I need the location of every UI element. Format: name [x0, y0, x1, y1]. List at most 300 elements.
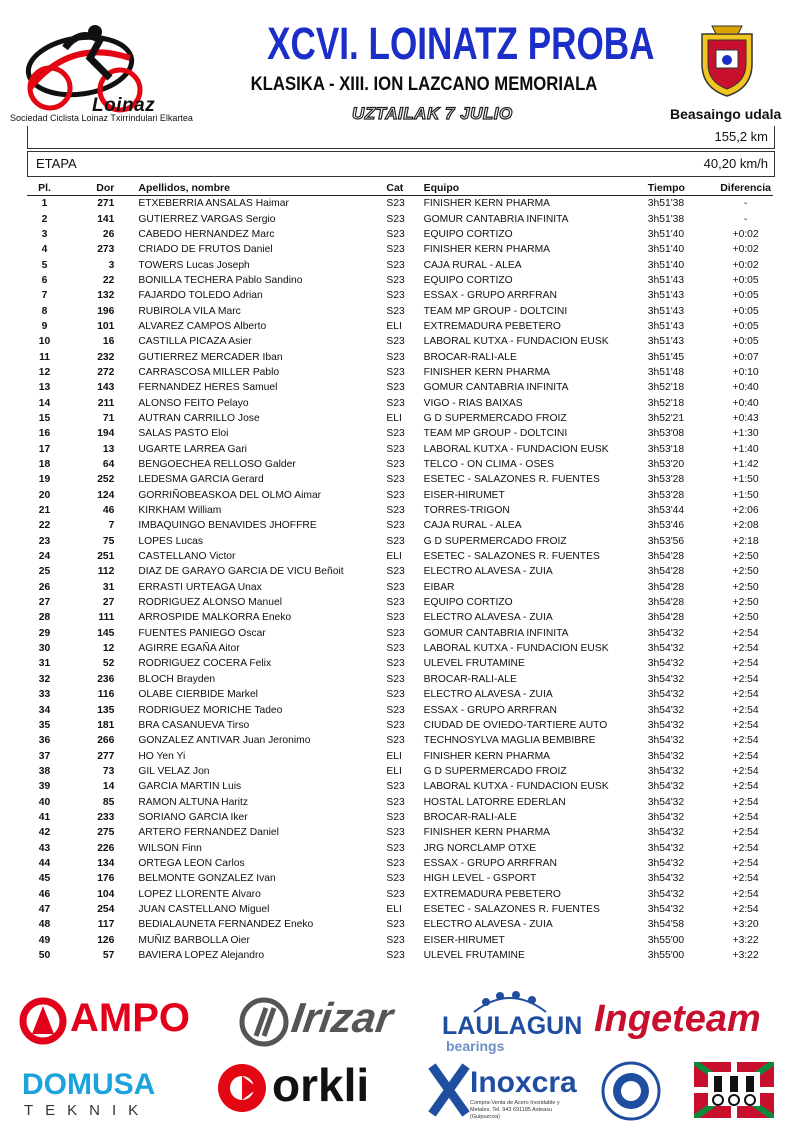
cell-time: 3h53'28 [647, 489, 685, 501]
cell-gap: +2:50 [732, 612, 759, 624]
cell-team: CAJA RURAL - ALEA [423, 259, 522, 271]
cell-position: 46 [38, 888, 51, 900]
cell-time: 3h54'32 [647, 903, 685, 915]
cell-category: S23 [386, 934, 405, 946]
cell-time: 3h51'43 [647, 290, 685, 302]
cell-gap: +2:54 [732, 857, 759, 869]
cell-team: EXTREMADURA PEBETERO [423, 888, 561, 900]
cell-rider-name: BRA CASANUEVA Tirso [138, 719, 250, 731]
cell-bib: 181 [97, 719, 115, 731]
cell-time: 3h51'43 [647, 320, 685, 332]
cell-category: S23 [386, 842, 405, 854]
cell-team: EISER-HIRUMET [423, 934, 505, 946]
cell-bib: 275 [97, 827, 115, 839]
cell-category: S23 [386, 612, 405, 624]
cell-gap: +0:02 [732, 259, 759, 271]
cell-category: S23 [386, 474, 405, 486]
cell-position: 10 [38, 336, 51, 348]
table-row [27, 549, 773, 564]
cell-rider-name: RODRIGUEZ MORICHE Tadeo [138, 704, 283, 716]
cell-position: 13 [38, 382, 51, 394]
cell-team: TEAM MP GROUP - DOLTCINI [423, 305, 568, 317]
cell-time: 3h54'32 [647, 658, 685, 670]
cell-time: 3h54'32 [647, 873, 685, 885]
cell-category: S23 [386, 382, 405, 394]
cell-position: 34 [38, 704, 51, 716]
table-row [27, 933, 773, 948]
cell-bib: 277 [97, 750, 115, 762]
cell-time: 3h51'43 [647, 274, 685, 286]
table-row [27, 395, 773, 410]
col-header-time: Tiempo [646, 181, 718, 196]
cell-gap: +3:22 [732, 934, 759, 946]
cell-position: 22 [38, 520, 51, 532]
cell-team: G D SUPERMERCADO FROIZ [423, 412, 567, 424]
cell-category: ELI [386, 320, 402, 332]
ampo-logo-text: AMPO [70, 996, 190, 1040]
cell-gap: +1:40 [732, 443, 759, 455]
cell-rider-name: LOPEZ LLORENTE Alvaro [138, 888, 261, 900]
cell-rider-name: MUÑIZ BARBOLLA Oier [138, 934, 250, 946]
cell-time: 3h53'20 [647, 459, 685, 471]
town-name: Beasaingo udala [670, 106, 782, 122]
cell-time: 3h54'32 [647, 811, 685, 823]
cell-team: LABORAL KUTXA - FUNDACION EUSK [423, 643, 609, 655]
cell-rider-name: AGIRRE EGAÑA Aitor [138, 643, 240, 655]
table-row [27, 840, 773, 855]
cell-rider-name: OLABE CIERBIDE Markel [138, 689, 258, 701]
cell-gap: +2:54 [732, 827, 759, 839]
cell-time: 3h54'58 [647, 919, 685, 931]
ingeteam-logo-text: Ingeteam [594, 998, 761, 1040]
cell-gap: +0:02 [732, 244, 759, 256]
cell-gap: +2:08 [732, 520, 759, 532]
cell-category: S23 [386, 244, 405, 256]
cell-category: S23 [386, 290, 405, 302]
cell-time: 3h53'28 [647, 474, 685, 486]
cell-team: G D SUPERMERCADO FROIZ [423, 535, 567, 547]
cell-category: S23 [386, 689, 405, 701]
cell-position: 2 [41, 213, 48, 225]
cell-bib: 27 [102, 597, 115, 609]
cell-category: S23 [386, 566, 405, 578]
cell-time: 3h51'40 [647, 228, 685, 240]
distance-value: 155,2 km [714, 129, 768, 144]
cell-team: BROCAR-RALI-ALE [423, 811, 517, 823]
table-row [27, 902, 773, 917]
cell-category: ELI [386, 903, 402, 915]
table-row [27, 687, 773, 702]
cell-time: 3h52'18 [647, 397, 685, 409]
cell-category: S23 [386, 857, 405, 869]
cell-time: 3h53'46 [647, 520, 685, 532]
cell-bib: 3 [108, 259, 115, 271]
cell-team: FINISHER KERN PHARMA [423, 244, 551, 256]
cell-position: 41 [38, 811, 51, 823]
table-row [27, 273, 773, 288]
cell-gap: +3:20 [732, 919, 759, 931]
cell-time: 3h51'40 [647, 244, 685, 256]
cell-bib: 126 [97, 934, 115, 946]
cell-bib: 14 [102, 781, 115, 793]
cell-team: HOSTAL LATORRE EDERLAN [423, 796, 566, 808]
cell-time: 3h53'56 [647, 535, 685, 547]
cell-bib: 16 [102, 336, 115, 348]
cell-team: VIGO - RIAS BAIXAS [423, 397, 523, 409]
cell-time: 3h54'32 [647, 781, 685, 793]
cell-team: ELECTRO ALAVESA - ZUIA [423, 919, 553, 931]
cell-gap: +0:02 [732, 228, 759, 240]
results-table [27, 181, 773, 963]
laulagun-logo-text: LAULAGUN [442, 1012, 583, 1040]
stage-speed: 40,20 km/h [703, 156, 768, 171]
cell-bib: 145 [97, 627, 115, 639]
cell-gap: +2:54 [732, 796, 759, 808]
table-row [27, 426, 773, 441]
cell-team: EISER-HIRUMET [423, 489, 505, 501]
cell-bib: 12 [102, 643, 115, 655]
cell-category: S23 [386, 888, 405, 900]
cell-position: 45 [38, 873, 51, 885]
cell-category: S23 [386, 366, 405, 378]
cell-rider-name: IMBAQUINGO BENAVIDES JHOFFRE [138, 520, 317, 532]
cell-team: ELECTRO ALAVESA - ZUIA [423, 689, 553, 701]
cell-category: S23 [386, 950, 405, 962]
club-tagline: Sociedad Ciclista Loinaz Txirrindulari Elkartea [10, 113, 193, 123]
cell-rider-name: LOPES Lucas [138, 535, 204, 547]
cell-time: 3h51'38 [647, 198, 685, 210]
cell-time: 3h55'00 [647, 934, 685, 946]
cell-bib: 111 [98, 612, 115, 624]
cell-gap: +2:54 [732, 903, 759, 915]
cell-gap: +0:40 [732, 397, 759, 409]
cell-team: LABORAL KUTXA - FUNDACION EUSK [423, 781, 609, 793]
cell-gap: +2:54 [732, 873, 759, 885]
cell-time: 3h54'32 [647, 627, 685, 639]
cell-team: LABORAL KUTXA - FUNDACION EUSK [423, 443, 609, 455]
cell-bib: 13 [102, 443, 115, 455]
cell-team: EIBAR [423, 581, 455, 593]
cell-category: S23 [386, 597, 405, 609]
cell-bib: 176 [97, 873, 115, 885]
cell-rider-name: SALAS PASTO Eloi [138, 428, 229, 440]
cell-rider-name: GORRIÑOBEASKOA DEL OLMO Aimar [138, 489, 322, 501]
col-header-dor: Dor [62, 181, 132, 196]
cell-time: 3h54'32 [647, 735, 685, 747]
cell-position: 48 [38, 919, 51, 931]
col-header-pl: Pl. [27, 181, 62, 196]
cell-position: 18 [38, 459, 51, 471]
table-row [27, 564, 773, 579]
cell-category: S23 [386, 489, 405, 501]
cell-category: S23 [386, 259, 405, 271]
table-row [27, 196, 773, 212]
table-row [27, 917, 773, 932]
cell-gap: +2:54 [732, 658, 759, 670]
cell-rider-name: CRIADO DE FRUTOS Daniel [138, 244, 273, 256]
cell-time: 3h55'00 [647, 950, 685, 962]
cell-category: S23 [386, 351, 405, 363]
cell-team: EXTREMADURA PEBETERO [423, 320, 561, 332]
table-row [27, 580, 773, 595]
cell-team: JRG NORCLAMP OTXE [423, 842, 537, 854]
cell-gap: +0:40 [732, 382, 759, 394]
cell-bib: 22 [102, 274, 115, 286]
cell-category: S23 [386, 735, 405, 747]
cell-position: 50 [38, 950, 51, 962]
irizar-logo-text: Irizar [288, 994, 396, 1041]
cell-position: 14 [38, 397, 51, 409]
cell-position: 4 [41, 244, 48, 256]
cell-gap: +1:50 [732, 489, 759, 501]
table-row [27, 503, 773, 518]
table-row [27, 702, 773, 717]
cell-rider-name: ORTEGA LEON Carlos [138, 857, 245, 869]
cell-category: ELI [386, 750, 402, 762]
stage-box [27, 151, 775, 177]
cell-team: ULEVEL FRUTAMINE [423, 950, 525, 962]
cell-team: BROCAR-RALI-ALE [423, 351, 517, 363]
cell-team: ESETEC - SALAZONES R. FUENTES [423, 903, 600, 915]
table-row [27, 595, 773, 610]
cell-rider-name: HO Yen Yi [138, 750, 186, 762]
cell-category: S23 [386, 274, 405, 286]
cell-team: LABORAL KUTXA - FUNDACION EUSK [423, 336, 609, 348]
cell-category: S23 [386, 704, 405, 716]
cell-bib: 194 [97, 428, 115, 440]
cell-gap: +2:50 [732, 566, 759, 578]
cell-position: 38 [38, 765, 51, 777]
cell-rider-name: GIL VELAZ Jon [138, 765, 210, 777]
cell-time: 3h52'18 [647, 382, 685, 394]
cell-bib: 73 [102, 765, 115, 777]
cell-bib: 271 [97, 198, 115, 210]
cell-category: S23 [386, 505, 405, 517]
cell-team: ULEVEL FRUTAMINE [423, 658, 525, 670]
cell-gap: +2:50 [732, 597, 759, 609]
cell-position: 15 [38, 412, 51, 424]
cell-bib: 75 [102, 535, 115, 547]
cell-bib: 232 [97, 351, 115, 363]
cell-gap: +3:22 [732, 950, 759, 962]
cell-bib: 141 [97, 213, 115, 225]
cell-gap: +2:54 [732, 643, 759, 655]
table-row [27, 227, 773, 242]
cell-position: 20 [38, 489, 51, 501]
cell-position: 17 [38, 443, 51, 455]
cell-time: 3h54'32 [647, 750, 685, 762]
cell-rider-name: BONILLA TECHERA Pablo Sandino [138, 274, 303, 286]
inoxcra-logo-text: Inoxcra [470, 1066, 577, 1099]
cell-team: ESETEC - SALAZONES R. FUENTES [423, 474, 600, 486]
cell-team: ESSAX - GRUPO ARRFRAN [423, 290, 557, 302]
table-row [27, 365, 773, 380]
cell-position: 6 [41, 274, 48, 286]
cell-category: S23 [386, 459, 405, 471]
cell-gap: +2:54 [732, 888, 759, 900]
cell-rider-name: ALONSO FEITO Pelayo [138, 397, 249, 409]
ampo-logo-icon [18, 996, 68, 1046]
cell-time: 3h54'32 [647, 842, 685, 854]
cell-time: 3h54'32 [647, 643, 685, 655]
cell-team: HIGH LEVEL - GSPORT [423, 873, 537, 885]
cell-gap: +0:05 [732, 320, 759, 332]
cell-team: GOMUR CANTABRIA INFINITA [423, 627, 569, 639]
cell-bib: 52 [102, 658, 115, 670]
cell-team: TORRES-TRIGON [423, 505, 510, 517]
cell-bib: 71 [102, 412, 115, 424]
cell-time: 3h54'32 [647, 689, 685, 701]
cell-team: FINISHER KERN PHARMA [423, 827, 551, 839]
cell-position: 49 [38, 934, 51, 946]
cell-bib: 196 [97, 305, 115, 317]
cell-team: CIUDAD DE OVIEDO-TARTIERE AUTO [423, 719, 608, 731]
cell-category: ELI [386, 551, 402, 563]
cell-rider-name: AUTRAN CARRILLO Jose [138, 412, 260, 424]
cell-time: 3h53'18 [647, 443, 685, 455]
irizar-logo-icon [238, 996, 290, 1048]
cell-team: TECHNOSYLVA MAGLIA BEMBIBRE [423, 735, 596, 747]
col-header-gap: Diferencia [720, 182, 771, 194]
cell-bib: 132 [97, 290, 115, 302]
table-row [27, 886, 773, 901]
table-row [27, 288, 773, 303]
cell-bib: 104 [97, 888, 115, 900]
cell-rider-name: BLOCH Brayden [138, 673, 216, 685]
laulagun-bearings-icon [470, 990, 550, 1014]
domusa-logo-text: DOMUSA [22, 1068, 156, 1101]
cell-position: 21 [38, 505, 51, 517]
cell-rider-name: CABEDO HERNANDEZ Marc [138, 228, 275, 240]
cell-category: S23 [386, 719, 405, 731]
club-name: Loinaz [92, 95, 156, 116]
cell-position: 12 [38, 366, 51, 378]
cell-team: GOMUR CANTABRIA INFINITA [423, 213, 569, 225]
cell-rider-name: ARTERO FERNANDEZ Daniel [138, 827, 279, 839]
cell-rider-name: GONZALEZ ANTIVAR Juan Jeronimo [138, 735, 311, 747]
cell-gap: +2:54 [732, 735, 759, 747]
table-row [27, 534, 773, 549]
cell-gap: +2:50 [732, 551, 759, 563]
cell-gap: +2:50 [732, 581, 759, 593]
cell-category: S23 [386, 305, 405, 317]
cell-time: 3h54'28 [647, 597, 685, 609]
cell-gap: +0:10 [732, 366, 759, 378]
cell-position: 1 [41, 198, 48, 210]
cell-position: 26 [38, 581, 51, 593]
cell-time: 3h54'32 [647, 719, 685, 731]
cell-category: S23 [386, 658, 405, 670]
cell-rider-name: CARRASCOSA MILLER Pablo [138, 366, 280, 378]
cell-gap: +2:54 [732, 781, 759, 793]
cell-team: G D SUPERMERCADO FROIZ [423, 765, 567, 777]
table-row [27, 748, 773, 763]
cell-bib: 254 [97, 903, 115, 915]
cell-bib: 117 [97, 919, 115, 931]
cell-bib: 273 [97, 244, 115, 256]
cell-category: S23 [386, 827, 405, 839]
cell-bib: 57 [102, 950, 115, 962]
cell-bib: 143 [97, 382, 115, 394]
cell-position: 33 [38, 689, 51, 701]
cell-gap: +2:54 [732, 750, 759, 762]
col-header-name: Apellidos, nombre [132, 181, 384, 196]
cell-bib: 211 [97, 397, 115, 409]
cell-gap: +2:18 [732, 535, 759, 547]
table-row [27, 334, 773, 349]
table-row [27, 656, 773, 671]
table-row [27, 380, 773, 395]
inoxcra-logo-icon [426, 1062, 472, 1118]
cell-time: 3h51'40 [647, 259, 685, 271]
table-row [27, 718, 773, 733]
cell-rider-name: ARROSPIDE MALKORRA Eneko [138, 612, 292, 624]
cell-bib: 116 [97, 689, 115, 701]
cell-rider-name: FERNANDEZ HERES Samuel [138, 382, 278, 394]
cell-bib: 266 [97, 735, 115, 747]
cell-gap: +0:07 [732, 351, 759, 363]
cell-position: 29 [38, 627, 51, 639]
cell-team: BROCAR-RALI-ALE [423, 673, 517, 685]
cell-time: 3h53'44 [647, 505, 685, 517]
cell-category: S23 [386, 581, 405, 593]
cell-team: TEAM MP GROUP - DOLTCINI [423, 428, 568, 440]
cell-rider-name: UGARTE LARREA Gari [138, 443, 247, 455]
cell-category: ELI [386, 765, 402, 777]
cell-gap: +0:05 [732, 290, 759, 302]
cell-team: EQUIPO CORTIZO [423, 228, 513, 240]
cell-position: 47 [38, 903, 51, 915]
table-row [27, 518, 773, 533]
cell-rider-name: RAMON ALTUNA Haritz [138, 796, 249, 808]
table-row [27, 871, 773, 886]
table-row [27, 948, 773, 963]
cell-gap: +2:54 [732, 689, 759, 701]
cell-time: 3h54'32 [647, 704, 685, 716]
cell-rider-name: JUAN CASTELLANO Miguel [138, 903, 270, 915]
cell-team: ELECTRO ALAVESA - ZUIA [423, 566, 553, 578]
cell-bib: 135 [97, 704, 115, 716]
cell-gap: +2:54 [732, 704, 759, 716]
cell-position: 27 [38, 597, 51, 609]
orkli-logo-icon [214, 1060, 270, 1116]
cell-position: 31 [38, 658, 51, 670]
stage-label: ETAPA [36, 156, 77, 171]
cell-position: 5 [41, 259, 48, 271]
cell-rider-name: FAJARDO TOLEDO Adrian [138, 290, 263, 302]
cell-rider-name: RODRIGUEZ ALONSO Manuel [138, 597, 282, 609]
table-row [27, 303, 773, 318]
cell-position: 44 [38, 857, 51, 869]
table-row [27, 211, 773, 226]
cell-position: 7 [41, 290, 48, 302]
orkli-logo-text: orkli [272, 1059, 370, 1111]
distance-box [27, 126, 775, 149]
cell-position: 8 [41, 305, 48, 317]
cell-category: S23 [386, 796, 405, 808]
cell-gap: +0:05 [732, 305, 759, 317]
cell-gap: +0:43 [732, 412, 759, 424]
cell-rider-name: CASTELLANO Victor [138, 551, 236, 563]
table-row [27, 442, 773, 457]
cell-gap: +2:54 [732, 811, 759, 823]
cell-team: FINISHER KERN PHARMA [423, 198, 551, 210]
cell-rider-name: ETXEBERRIA ANSALAS Haimar [138, 198, 289, 210]
cell-bib: 64 [102, 459, 115, 471]
cell-category: S23 [386, 673, 405, 685]
cell-position: 9 [41, 320, 48, 332]
cell-rider-name: GUTIERREZ VARGAS Sergio [138, 213, 276, 225]
